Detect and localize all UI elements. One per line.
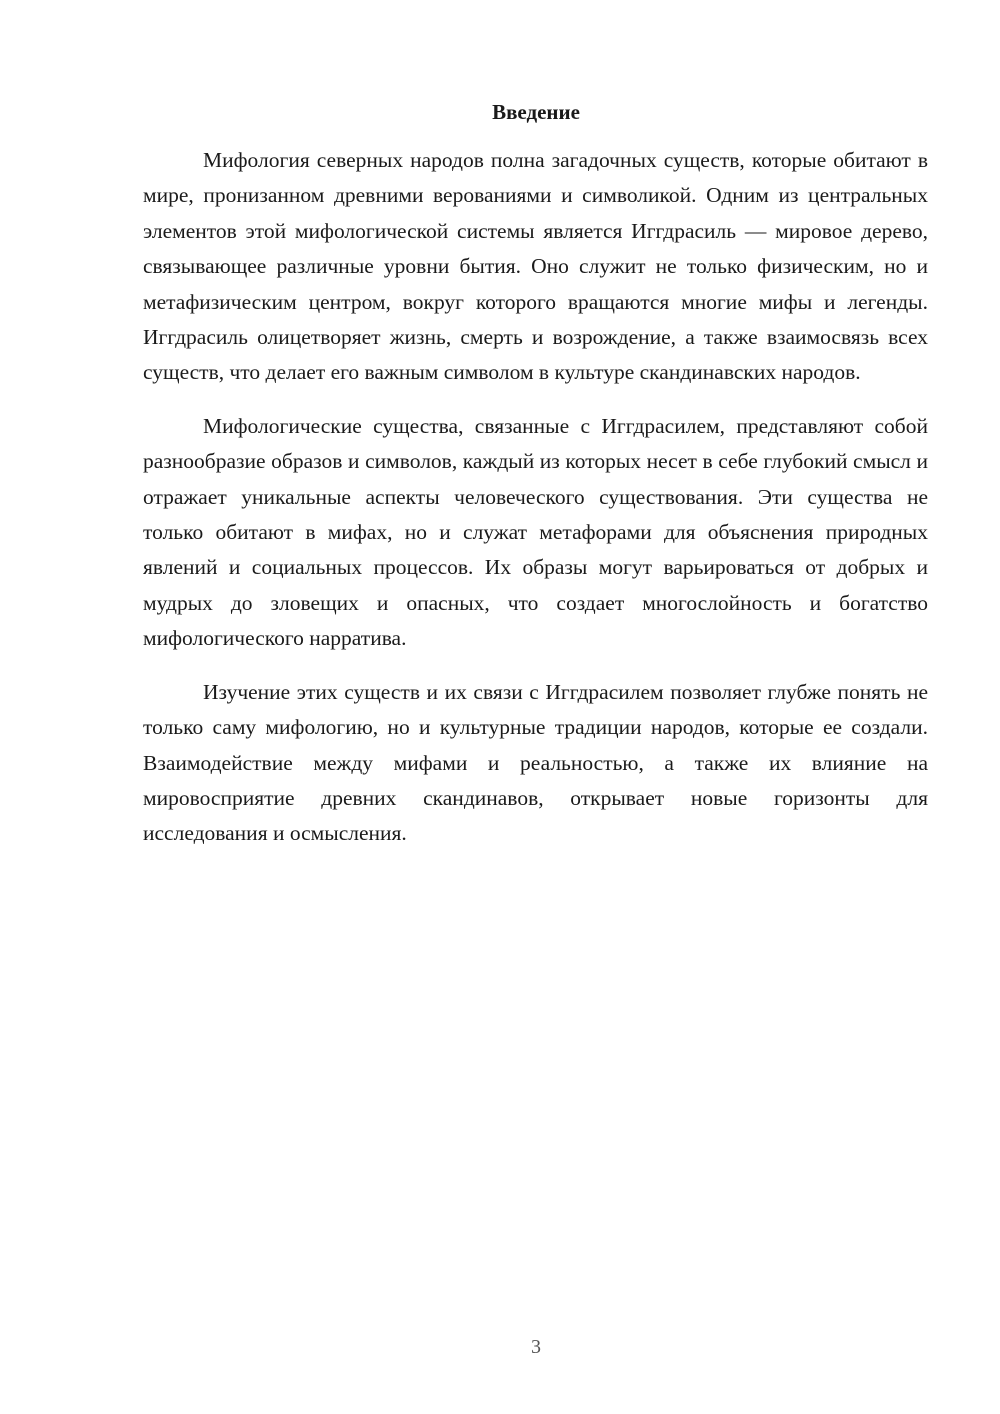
paragraph-1: Мифология северных народов полна загадочных существ, которые обитают в мире, пронизанном древними верованиями и символикой. Одним из центральных элементов этой мифологической системы является Иггдрасиль — мировое дерево, связывающее различные уровни бытия. Оно служит не только физическим, но и метафизическим центром, вокруг которого вращаются многие мифы и легенды. Иггдрасиль олицетворяет жизнь, смерть и возрождение, а также взаимосвязь всех существ, что делает его важным символом в культуре скандинавских народов.: [143, 148, 928, 385]
paragraph-3: Изучение этих существ и их связи с Иггдрасилем позволяет глубже понять не только саму мифологию, но и культурные традиции народов, которые ее создали. Взаимодействие между мифами и реальностью, а также их влияние на мировосприятие древних скандинавов, открывает новые горизонты для исследования и осмысления.: [143, 679, 928, 846]
page-title: Введение: [492, 100, 580, 124]
page-number: 3: [531, 1336, 541, 1358]
body-text: [143, 143, 928, 852]
paragraph-2: Мифологические существа, связанные с Иггдрасилем, представляют собой разнообразие образов и символов, каждый из которых несет в себе глубокий смысл и отражает уникальные аспекты человеческого существования. Эти существа не только обитают в мифах, но и служат метафорами для объяснения природных явлений и социальных процессов. Их образы могут варьироваться от добрых и мудрых до зловещих и опасных, что создает многослойность и богатство мифологического нарратива.: [143, 413, 928, 651]
